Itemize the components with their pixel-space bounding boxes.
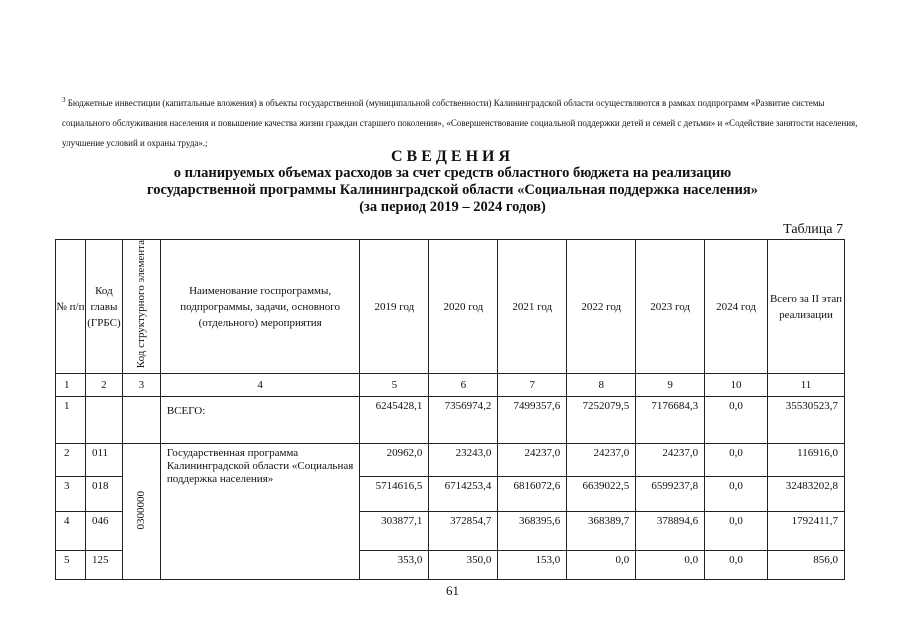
row-index: 3 bbox=[56, 477, 86, 512]
row-grbs: 125 bbox=[85, 551, 122, 580]
value-2023: 378894,6 bbox=[636, 512, 705, 551]
value-2023: 7176684,3 bbox=[636, 397, 705, 444]
struct-code-cell bbox=[122, 444, 160, 580]
value-2022: 7252079,5 bbox=[567, 397, 636, 444]
title-heading: СВЕДЕНИЯ bbox=[390, 148, 515, 165]
value-total: 35530523,7 bbox=[767, 397, 844, 444]
column-number-row bbox=[56, 374, 845, 397]
col-number: 1 bbox=[56, 374, 86, 397]
value-2021: 24237,0 bbox=[498, 444, 567, 477]
value-2021: 153,0 bbox=[498, 551, 567, 580]
col-number: 2 bbox=[85, 374, 122, 397]
header-2020: 2020 год bbox=[429, 240, 498, 374]
row-index: 2 bbox=[56, 444, 86, 477]
header-2023: 2023 год bbox=[636, 240, 705, 374]
value-2023: 24237,0 bbox=[636, 444, 705, 477]
value-total: 856,0 bbox=[767, 551, 844, 580]
program-name: Государственная программа Калининградской области «Социальная поддержка населения» bbox=[160, 444, 360, 580]
value-total: 116916,0 bbox=[767, 444, 844, 477]
row-struct-empty bbox=[122, 397, 160, 444]
header-struct-label: Код структурного элемента bbox=[134, 240, 147, 369]
budget-table bbox=[55, 239, 845, 580]
value-2020: 23243,0 bbox=[429, 444, 498, 477]
value-2024: 0,0 bbox=[705, 551, 768, 580]
col-number: 10 bbox=[705, 374, 768, 397]
header-total: Всего за II этап реализации bbox=[767, 240, 844, 374]
value-2021: 7499357,6 bbox=[498, 397, 567, 444]
header-name: Наименование госпрограммы, подпрограммы, задачи, основного (отдельного) мероприятия bbox=[160, 240, 360, 374]
value-2020: 350,0 bbox=[429, 551, 498, 580]
value-2023: 6599237,8 bbox=[636, 477, 705, 512]
col-number: 9 bbox=[636, 374, 705, 397]
col-number: 11 bbox=[767, 374, 844, 397]
row-grbs bbox=[85, 397, 122, 444]
value-2022: 6639022,5 bbox=[567, 477, 636, 512]
row-grbs: 011 bbox=[85, 444, 122, 477]
col-number: 8 bbox=[567, 374, 636, 397]
row-index: 5 bbox=[56, 551, 86, 580]
value-2019: 6245428,1 bbox=[360, 397, 429, 444]
row-index: 1 bbox=[56, 397, 86, 444]
header-grbs: Код главы (ГРБС) bbox=[85, 240, 122, 374]
struct-code: 0300000 bbox=[134, 490, 147, 530]
value-2024: 0,0 bbox=[705, 444, 768, 477]
row-name: ВСЕГО: bbox=[160, 397, 360, 444]
value-2024: 0,0 bbox=[705, 512, 768, 551]
document-title bbox=[0, 148, 905, 216]
value-2020: 372854,7 bbox=[429, 512, 498, 551]
value-2023: 0,0 bbox=[636, 551, 705, 580]
header-struct bbox=[122, 240, 160, 374]
col-number: 5 bbox=[360, 374, 429, 397]
table-label: Таблица 7 bbox=[783, 222, 843, 237]
row-grbs: 046 bbox=[85, 512, 122, 551]
col-number: 4 bbox=[160, 374, 360, 397]
value-2024: 0,0 bbox=[705, 477, 768, 512]
header-2019: 2019 год bbox=[360, 240, 429, 374]
col-number: 3 bbox=[122, 374, 160, 397]
header-2022: 2022 год bbox=[567, 240, 636, 374]
page-number: 61 bbox=[446, 583, 459, 598]
value-2020: 7356974,2 bbox=[429, 397, 498, 444]
header-2024: 2024 год bbox=[705, 240, 768, 374]
value-2022: 368389,7 bbox=[567, 512, 636, 551]
value-2022: 0,0 bbox=[567, 551, 636, 580]
footnote bbox=[62, 90, 862, 153]
header-idx: № п/п bbox=[56, 240, 86, 374]
value-2019: 353,0 bbox=[360, 551, 429, 580]
footnote-marker: 3 bbox=[62, 96, 66, 104]
value-2019: 303877,1 bbox=[360, 512, 429, 551]
value-2020: 6714253,4 bbox=[429, 477, 498, 512]
col-number: 7 bbox=[498, 374, 567, 397]
col-number: 6 bbox=[429, 374, 498, 397]
header-2021: 2021 год bbox=[498, 240, 567, 374]
value-2019: 5714616,5 bbox=[360, 477, 429, 512]
row-index: 4 bbox=[56, 512, 86, 551]
value-2021: 6816072,6 bbox=[498, 477, 567, 512]
value-total: 32483202,8 bbox=[767, 477, 844, 512]
table-row bbox=[56, 397, 845, 444]
table-row bbox=[56, 444, 845, 477]
value-2024: 0,0 bbox=[705, 397, 768, 444]
title-line-3: (за период 2019 – 2024 годов) bbox=[359, 199, 546, 215]
title-line-2: государственной программы Калининградской области «Социальная поддержка населения» bbox=[147, 182, 758, 198]
footnote-text: Бюджетные инвестиции (капитальные вложения) в объекты государственной (муниципальной собственности) Калининградской области осуществляются в рамках подпрограмм «Развитие системы социального обслуживания населения и повышение качества жизни граждан старшего поколения», «Совершенствование социальной поддержки детей и семей с детьми» и «Содействие занятости населения, улучшение условий и охраны труда».; bbox=[62, 98, 858, 148]
value-2021: 368395,6 bbox=[498, 512, 567, 551]
header-row bbox=[56, 240, 845, 374]
value-2019: 20962,0 bbox=[360, 444, 429, 477]
row-grbs: 018 bbox=[85, 477, 122, 512]
value-2022: 24237,0 bbox=[567, 444, 636, 477]
title-line-1: о планируемых объемах расходов за счет средств областного бюджета на реализацию bbox=[173, 165, 732, 181]
value-total: 1792411,7 bbox=[767, 512, 844, 551]
